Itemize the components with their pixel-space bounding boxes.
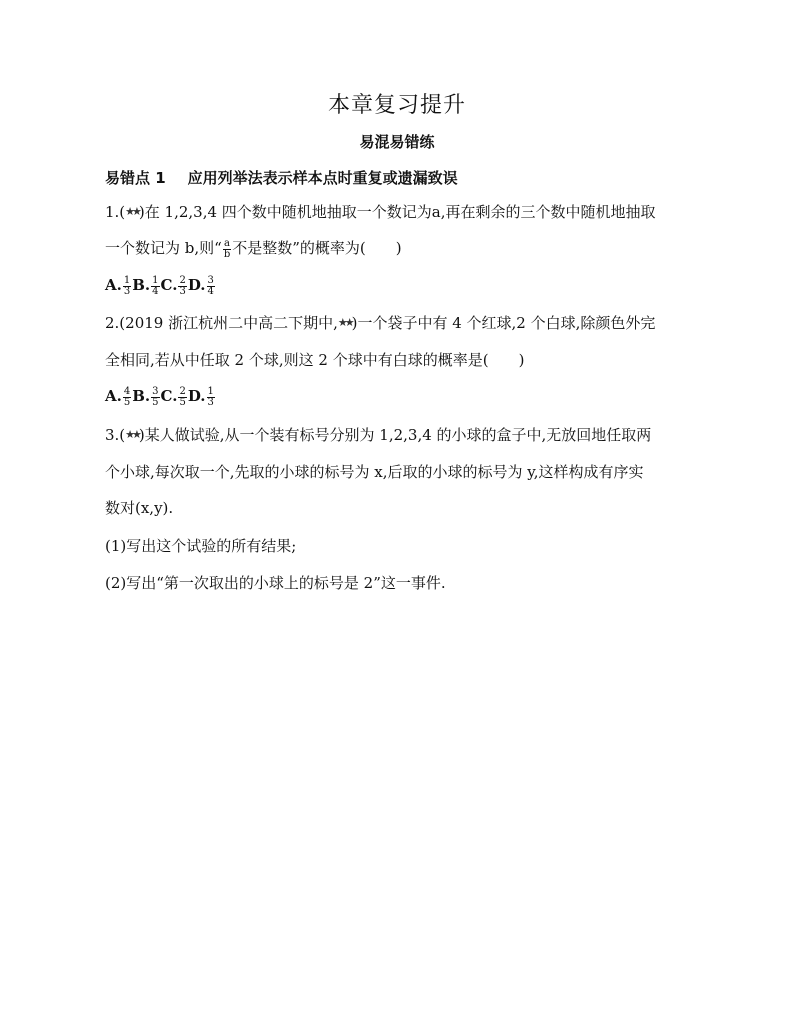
q1-options [105, 275, 216, 297]
q3-part1: (1)写出这个试验的所有结果; [105, 537, 297, 555]
q1-fraction [223, 239, 231, 260]
q1-frac-num: a [224, 237, 230, 249]
q2-option-a: A. $\frac{4}{5}$ [105, 385, 131, 408]
q2-option-b: B. $\frac{3}{5}$ [132, 385, 159, 408]
q1-line1 [105, 202, 656, 222]
q3-part2: (2)写出“第一次取出的小球上的标号是 2”这一事件. [105, 574, 446, 592]
q1-text-3: 不是整数”的概率为( [232, 239, 366, 257]
q2-option-c: C. $\frac{2}{5}$ [160, 385, 186, 408]
difficulty-star-icon: ★★ [337, 316, 352, 329]
q2-option-d: D. $\frac{1}{3}$ [187, 385, 214, 408]
q1-option-d: D. $\frac{3}{4}$ [187, 274, 214, 297]
q1-option-a: A. $\frac{1}{3}$ [105, 274, 131, 297]
page-title: 本章复习提升 [327, 93, 466, 118]
q3-line3: 数对(x,y). [105, 499, 174, 517]
q1-text-4: ) [395, 239, 402, 257]
q3-number: 3.( [105, 426, 126, 444]
q1-text-2: 一个数记为 b,则“ [105, 239, 222, 257]
q1-text-1: )在 1,2,3,4 四个数中随机地抽取一个数记为a,再在剩余的三个数中随机地抽取 [138, 203, 656, 221]
q3-text-1: )某人做试验,从一个装有标号分别为 1,2,3,4 的小球的盒子中,无放回地任取两 [138, 426, 652, 444]
section-label: 易错点 1 [105, 169, 166, 187]
q1-line2 [105, 238, 402, 260]
q1-frac-den: b [223, 248, 231, 260]
q1-number: 1.( [105, 203, 126, 221]
q2-text-4: ) [518, 351, 525, 369]
difficulty-star-icon: ★★ [125, 428, 139, 441]
section-heading [105, 167, 458, 188]
q2-text-3: 全相同,若从中任取 2 个球,则这 2 个球中有白球的概率是( [105, 351, 489, 369]
q2-line1 [105, 313, 655, 333]
q1-option-c: C. $\frac{2}{3}$ [160, 274, 186, 297]
q2-line2 [105, 350, 524, 370]
difficulty-star-icon: ★★ [125, 205, 139, 218]
q2-text-2: )一个袋子中有 4 个红球,2 个白球,除颜色外完 [351, 314, 656, 332]
q1-option-b: B. $\frac{1}{4}$ [132, 274, 159, 297]
page-subtitle: 易混易错练 [359, 133, 435, 151]
q3-line1 [105, 425, 651, 445]
q3-line2: 个小球,每次取一个,先取的小球的标号为 x,后取的小球的标号为 y,这样构成有序实 [105, 463, 644, 481]
section-text: 应用列举法表示样本点时重复或遗漏致误 [187, 169, 458, 187]
q2-text-1: 2.(2019 浙江杭州二中高二下期中, [105, 314, 338, 332]
q2-options [105, 386, 216, 408]
